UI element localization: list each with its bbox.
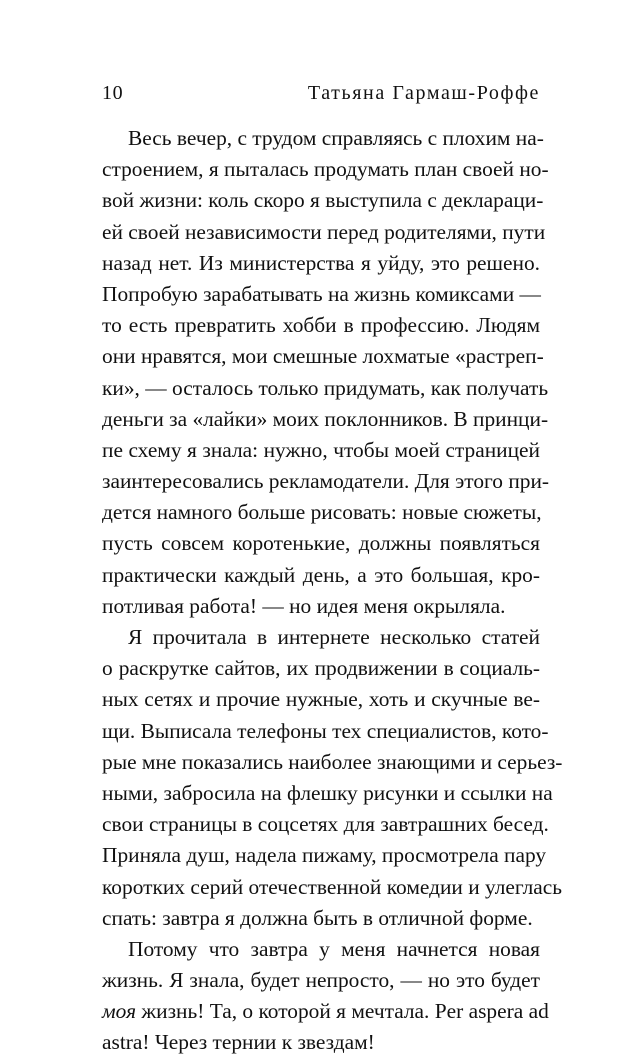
paragraph-3-line-3-rest: жизнь! Та, о которой я мечтала. Per aspera ad [136, 999, 549, 1024]
paragraph-3-line-2: жизнь. Я знала, будет непросто, — но это будет [102, 968, 540, 993]
paragraph-1-line-3: вой жизни: коль скоро я выступила с деклараци- [102, 188, 544, 213]
paragraph-3-line-1: Потому что завтра у меня начнется новая [128, 936, 540, 961]
paragraph-2-line-8: Приняла душ, надела пижаму, просмотрела пару [102, 843, 547, 868]
paragraph-1-line-9: ки», — осталось только придумать, как получать [102, 375, 549, 400]
paragraph-2-line-2: о раскрутке сайтов, их продвижении в социаль- [102, 656, 540, 681]
page-number: 10 [102, 82, 124, 104]
paragraph-3-line-4: astra! Через тернии к звездам! [102, 1030, 375, 1055]
paragraph-1-line-16: потливая работа! — но идея меня окрыляла. [102, 593, 506, 618]
paragraph-1-line-7: то есть превратить хобби в профессию. Людям [102, 313, 540, 338]
paragraph-2-line-5: рые мне показались наиболее знающими и серьез- [102, 749, 563, 774]
paragraph-2-line-7: свои страницы в соцсетях для завтрашних бесед. [102, 812, 549, 837]
paragraph-3-line-3 [102, 996, 549, 1027]
paragraph-1-line-11: пе схему я знала: нужно, чтобы моей страницей [102, 437, 540, 462]
paragraph-1-line-4: ей своей независимости перед родителями, пути [102, 219, 546, 244]
paragraph-2-line-10: спать: завтра я должна быть в отличной форме. [102, 905, 533, 930]
emphasis-moya: моя [102, 999, 137, 1024]
paragraph-1-line-12: заинтересовались рекламодатели. Для этого при- [102, 469, 550, 494]
paragraph-2-line-3: ных сетях и прочие нужные, хоть и скучные ве- [102, 687, 540, 712]
body-text [102, 123, 563, 1059]
paragraph-1-line-5: назад нет. Из министерства я уйду, это решено. [102, 250, 540, 275]
paragraph-1-line-2: строением, я пыталась продумать план своей но- [102, 157, 549, 182]
paragraph-1-line-13: дется намного больше рисовать: новые сюжеты, [102, 500, 542, 525]
paragraph-1-line-1: Весь вечер, с трудом справляясь с плохим на- [128, 126, 544, 150]
paragraph-1-line-14: пусть совсем коротенькие, должны появляться [102, 531, 540, 556]
paragraph-2-line-9: коротких серий отечественной комедии и улеглась [102, 874, 563, 899]
paragraph-1-line-15: практически каждый день, а это большая, кро- [102, 562, 540, 587]
running-head-author: Татьяна Гармаш-Роффе [307, 82, 540, 104]
paragraph-2-line-1: Я прочитала в интернете несколько статей [128, 625, 540, 649]
paragraph-2-line-6: ными, забросила на флешку рисунки и ссылки на [102, 780, 553, 805]
paragraph-1-line-6: Попробую зарабатывать на жизнь комиксами — [102, 281, 541, 306]
paragraph-1-line-8: они нравятся, мои смешные лохматые «растреп- [102, 344, 544, 369]
paragraph-2-line-4: щи. Выписала телефоны тех специалистов, кото- [102, 718, 549, 743]
running-head [102, 78, 540, 108]
paragraph-1-line-10: деньги за «лайки» моих поклонников. В принци- [102, 406, 549, 431]
